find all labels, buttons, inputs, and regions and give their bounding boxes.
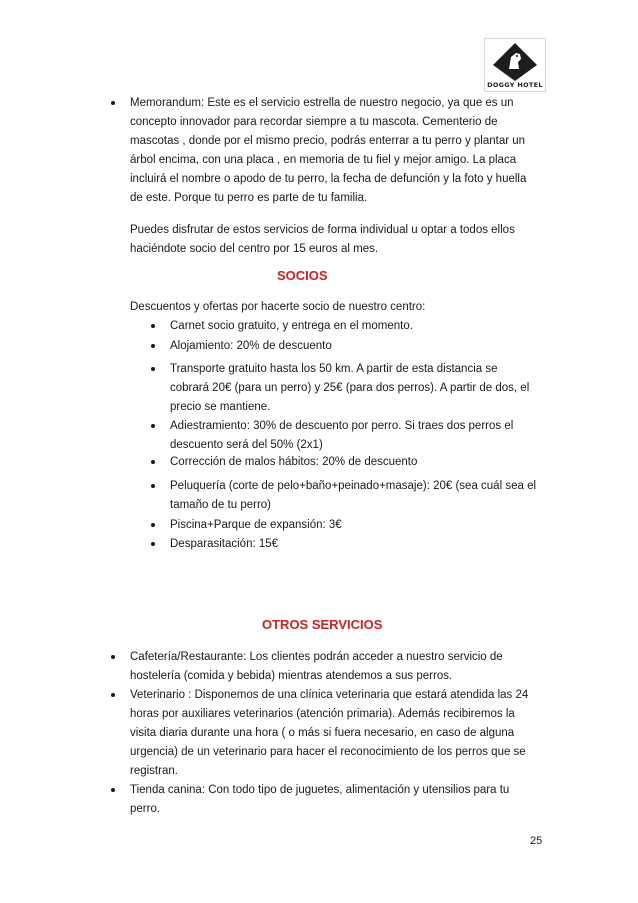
otros-item-line: registran. [130,765,178,777]
memorandum-line: de este. Porque tu perro es parte de tu familia. [130,192,368,204]
dog-silhouette-icon [485,39,545,81]
socios-item-line: Corrección de malos hábitos: 20% de descuento [170,456,418,468]
socios-item-line: Peluquería (corte de pelo+baño+peinado+masaje): 20€ (sea cuál sea el [170,480,537,492]
otros-item-line: hostelería (comida y bebida) mientras atendemos a sus perros. [130,670,453,682]
memorandum-line: concepto innovador para recordar siempre a tu mascota. Cementerio de [130,116,498,128]
otros-item-line: Cafetería/Restaurante: Los clientes podrán acceder a nuestro servicio de [130,651,503,663]
socios-item-line: Adiestramiento: 30% de descuento por perro. Si traes dos perros el [170,420,514,432]
otros-bullet [111,655,115,659]
socios-item-line: Desparasitación: 15€ [170,538,279,550]
socios-item-line: Piscina+Parque de expansión: 3€ [170,519,342,531]
socios-intro: Descuentos y ofertas por hacerte socio de nuestro centro: [130,301,426,313]
socios-bullet [151,424,155,428]
otros-item-line: horas por auxiliares veterinarios (atención primaria). Además recibiremos la [130,708,515,720]
logo-text: DOGGY HOTEL [487,81,543,89]
otros-bullet [111,788,115,792]
otros-item-line: Tienda canina: Con todo tipo de juguetes, alimentación y utensilios para tu [130,784,510,796]
socios-item-line: descuento será del 50% (2x1) [170,439,323,451]
otros-item-line: perro. [130,803,161,815]
memorandum-line: Memorandum: Este es el servicio estrella de nuestro negocio, ya que es un [130,97,514,109]
memorandum-line: árbol encima, con una placa , en memoria de tu fiel y mejor amigo. La placa [130,154,517,166]
socios-item-line: Transporte gratuito hasta los 50 km. A partir de esta distancia se [170,363,498,375]
doggy-hotel-logo [484,38,546,92]
page-number: 25 [530,835,543,847]
socios-bullet [151,484,155,488]
bullet-memorandum [111,101,115,105]
socios-bullet [151,367,155,371]
socios-item-line: cobrará 20€ (para un perro) y 25€ (para dos perros). A partir de dos, el [170,382,530,394]
socios-heading: SOCIOS [277,268,328,283]
memorandum-line: mascotas , donde por el mismo precio, podrás enterrar a tu perro y plantar un [130,135,526,147]
socios-bullet [151,324,155,328]
socios-bullet [151,523,155,527]
otros-bullet [111,693,115,697]
socios-bullet [151,344,155,348]
membership-note-line: Puedes disfrutar de estos servicios de forma individual u optar a todos ellos [130,224,515,236]
otros-item-line: urgencia) de un veterinario para hacer el reconocimiento de los perros que se [130,746,526,758]
socios-item-line: precio se mantiene. [170,401,271,413]
socios-item-line: tamaño de tu perro) [170,499,272,511]
memorandum-line: incluirá el nombre o apodo de tu perro, la fecha de defunción y la foto y huella [130,173,527,185]
socios-bullet [151,460,155,464]
membership-note-line: haciéndote socio del centro por 15 euros al mes. [130,243,379,255]
otros-servicios-heading: OTROS SERVICIOS [262,617,383,632]
socios-item-line: Carnet socio gratuito, y entrega en el momento. [170,320,413,332]
otros-item-line: visita diaria durante una hora ( o más si fuera necesario, en caso de alguna [130,727,515,739]
otros-item-line: Veterinario : Disponemos de una clínica veterinaria que estará atendida las 24 [130,689,529,701]
socios-bullet [151,542,155,546]
socios-item-line: Alojamiento: 20% de descuento [170,340,332,352]
